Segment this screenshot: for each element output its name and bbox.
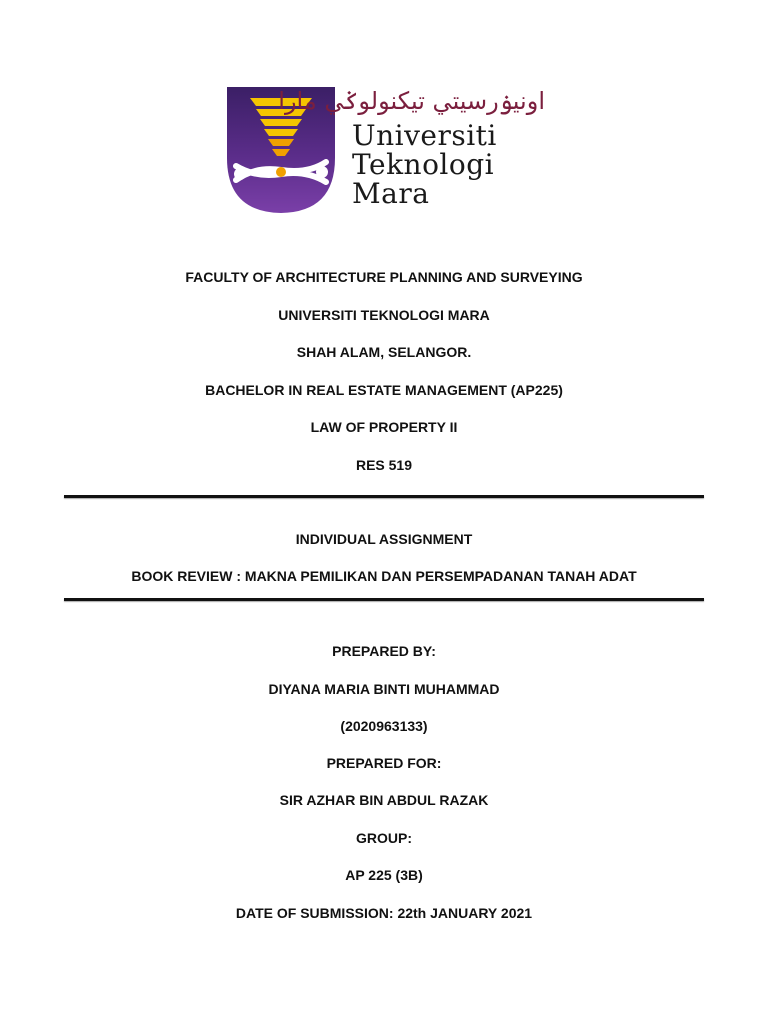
lecturer-name: SIR AZHAR BIN ABDUL RAZAK: [279, 792, 489, 808]
group-label: GROUP:: [356, 830, 412, 846]
prepared-for-label: PREPARED FOR:: [326, 755, 442, 771]
jawi-wordmark: اونيۏرسيتي تيکنولوݢي مارا: [278, 87, 545, 115]
wordmark-line-1: Universiti: [352, 119, 497, 152]
university-wordmark: [352, 119, 497, 210]
wordmark-line-3: Mara: [352, 177, 430, 210]
uitm-logo: [226, 84, 546, 216]
submission-date: DATE OF SUBMISSION: 22th JANUARY 2021: [235, 905, 533, 921]
faculty-line: FACULTY OF ARCHITECTURE PLANNING AND SURVEYING: [185, 269, 583, 285]
divider-bottom: [64, 598, 704, 601]
programme-line: BACHELOR IN REAL ESTATE MANAGEMENT (AP225): [205, 382, 563, 398]
prepared-by-label: PREPARED BY:: [332, 643, 436, 659]
student-id: (2020963133): [340, 718, 428, 734]
divider-top: [64, 495, 704, 498]
assignment-title: BOOK REVIEW : MAKNA PEMILIKAN DAN PERSEMPADANAN TANAH ADAT: [131, 568, 637, 584]
course-code-line: RES 519: [355, 457, 413, 473]
location-line: SHAH ALAM, SELANGOR.: [296, 344, 472, 360]
student-name: DIYANA MARIA BINTI MUHAMMAD: [268, 681, 500, 697]
wordmark-line-2: Teknologi: [352, 148, 495, 181]
group-value: AP 225 (3B): [345, 867, 423, 883]
course-name-line: LAW OF PROPERTY II: [310, 419, 458, 435]
assignment-type: INDIVIDUAL ASSIGNMENT: [295, 531, 473, 547]
university-line: UNIVERSITI TEKNOLOGI MARA: [278, 307, 490, 323]
